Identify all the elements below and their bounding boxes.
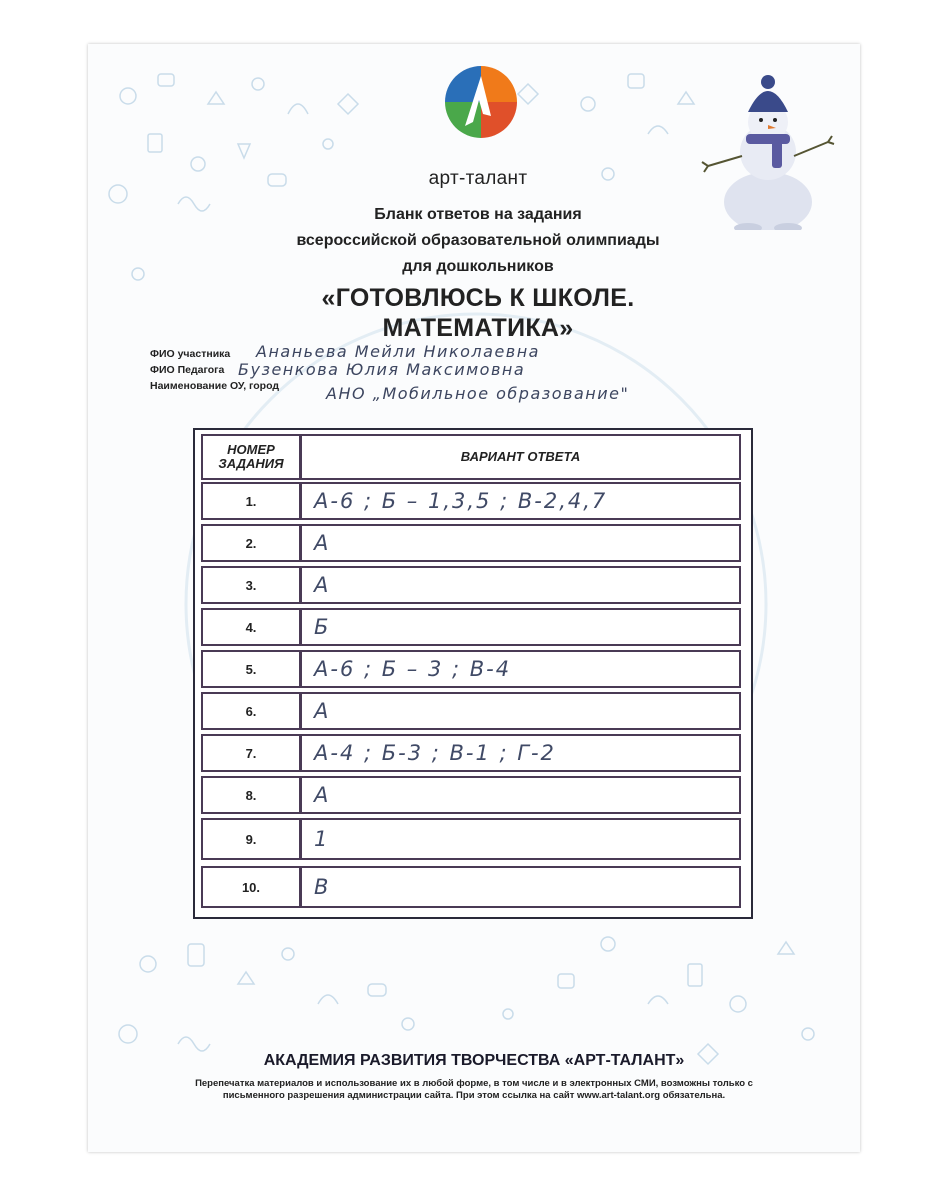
column-header-answer: ВАРИАНТ ОТВЕТА [460,448,581,464]
table-row [201,692,741,730]
task-number: 7. [203,736,302,770]
olympiad-title-2: МАТЕМАТИКА» [382,314,574,342]
institution-label: Наименование ОУ, город [150,380,280,392]
institution-name: АНО „Мобильное образование" [326,384,630,403]
task-number: 2. [203,526,302,560]
answer-text: 1 [314,827,330,851]
task-number: 4. [203,610,302,644]
task-number: 10. [203,868,302,906]
task-number: 9. [203,820,302,858]
table-row [201,818,741,860]
teacher-label: ФИО Педагога [150,364,225,376]
answer-text: А-6 ; Б – 1,3,5 ; В-2,4,7 [314,489,608,513]
copyright-notice [158,1078,790,1103]
copyright-line-2: письменного разрешения администрации сайта. При этом ссылка на сайт www.art-talant.org обязательна. [222,1090,726,1102]
table-row [201,776,741,814]
task-number: 6. [203,694,302,728]
answer-text: А [314,531,331,555]
participant-name: Ананьева Мейли Николаевна [256,342,540,361]
olympiad-title-1: «ГОТОВЛЮСЬ К ШКОЛЕ. [321,284,635,312]
answer-text: В [314,875,331,899]
table-row [201,650,741,688]
participant-label: ФИО участника [150,348,231,360]
answer-text: Б [314,615,331,639]
table-row [201,866,741,908]
task-number: 1. [203,484,302,518]
answer-text: А-6 ; Б – 3 ; В-4 [314,657,512,681]
task-number: 5. [203,652,302,686]
table-row [201,608,741,646]
table-header-row [201,434,741,480]
answer-text: А [314,573,331,597]
art-talant-logo [443,64,519,140]
answer-text: А-4 ; Б-3 ; В-1 ; Г-2 [314,741,556,765]
table-row [201,734,741,772]
answer-text: А [314,699,331,723]
copyright-line-1: Перепечатка материалов и использование их в любой форме, в том числе и в электронных СМИ, возможны только с [195,1078,753,1089]
answer-text: А [314,783,331,807]
answer-table [193,428,753,919]
task-number: 8. [203,778,302,812]
table-row [201,482,741,520]
academy-title: АКАДЕМИЯ РАЗВИТИЯ ТВОРЧЕСТВА «АРТ-ТАЛАНТ» [263,1052,685,1069]
brand-name: арт-талант [428,168,528,189]
table-row [201,524,741,562]
header-line-2: всероссийской образовательной олимпиады [296,232,660,249]
header-line-3: для дошкольников [402,258,554,275]
task-number: 3. [203,568,302,602]
snowman-illustration [698,70,838,230]
teacher-name: Бузенкова Юлия Максимовна [238,360,526,379]
table-row [201,566,741,604]
header-line-1: Бланк ответов на задания [374,206,582,223]
column-header-task: НОМЕР ЗАДАНИЯ [203,436,302,478]
answer-sheet [88,44,860,1152]
